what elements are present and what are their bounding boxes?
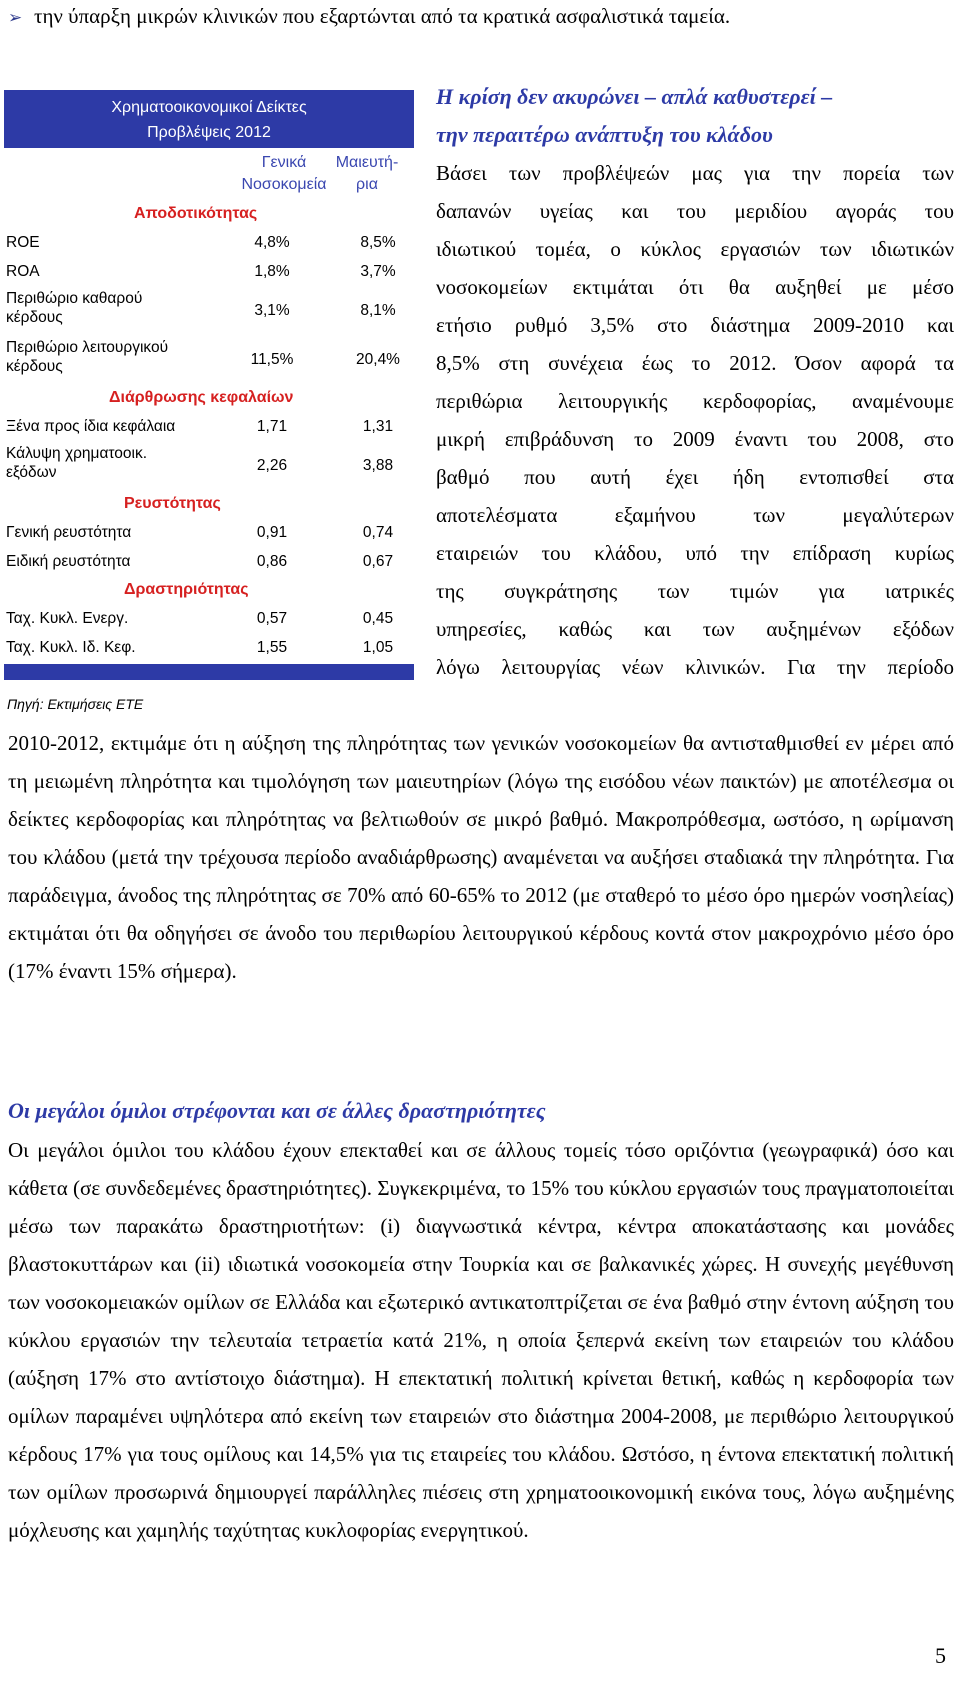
row-label [6,444,206,482]
table-row [4,604,414,633]
section-heading-groups: Οι μεγάλοι όμιλοι στρέφονται και σε άλλες δραστηριότητες [8,1098,546,1123]
row-label: ROA [6,263,40,280]
table-source: Πηγή: Εκτιμήσεις ΕΤΕ [7,696,144,712]
row-label: Ταχ. Κυκλ. Ιδ. Κεφ. [6,639,136,656]
row-label-line2: εξόδων [6,464,57,481]
table-title: Χρηματοοικονομικοί Δείκτες [111,99,307,116]
row-label [6,338,206,376]
body-line: ετήσιο ρυθμό 3,5% στο διάστημα 2009-2010 και [436,313,954,337]
section-heading-line1: Η κρίση δεν ακυρώνει – απλά καθυστερεί – [436,84,833,109]
body-line: ιδιωτικού τομέα, ο κύκλος εργασιών των ιδιωτικών [436,237,954,261]
body-line: δαπανών υγείας και του μεριδίου αγοράς του [436,199,954,223]
body-line: λόγω λειτουργίας νέων κλινικών. Για την περίοδο [436,655,954,679]
row-value-1: 3,1% [254,302,290,319]
row-value-2: 1,05 [362,639,394,656]
row-value-2: 0,67 [362,553,394,570]
section-heading-line2: την περαιτέρω ανάπτυξη του κλάδου [436,122,773,147]
table-subtitle: Προβλέψεις 2012 [147,124,271,141]
page-number: 5 [935,1643,946,1668]
table-row [4,547,414,576]
table-header [4,90,414,148]
row-label [6,289,206,327]
section-capital-structure: Διάρθρωσης κεφαλαίων [109,389,294,406]
section-liquidity: Ρευστότητας [124,495,221,512]
row-value-2: 1,31 [362,418,394,435]
row-label: ROE [6,234,40,251]
col1-line1: Γενικά [261,154,307,171]
row-label-line2: κέρδους [6,358,63,375]
row-value-1: 0,91 [256,524,288,541]
table-row [4,441,414,490]
row-label-line1: Κάλυψη χρηματοοικ. [6,445,148,462]
col1-line2: Νοσοκομεία [241,176,327,193]
row-label: Ειδική ρευστότητα [6,553,131,570]
body-line: αποτελέσματα εξαμήνου των μεγαλύτερων [436,503,954,527]
paragraph-groups: Οι μεγάλοι όμιλοι του κλάδου έχουν επεκταθεί και σε άλλους τομείς τόσο οριζόντια (γεωγραφικά) όσο και κάθετα (σε συνδεδεμένες δραστηριότητες). Συγκεκριμένα, το 15% του κύκλου εργασιών τους πραγματοποιείται μέσω των παρακάτω δραστηριοτήτων: (i) διαγνωστικά κέντρα, κέντρα αποκατάστασης και μονάδες βλαστοκυττάρων και (ii) ιδιωτικά νοσοκομεία στην Τουρκία και σε βαλκανικές χώρες. Η συνεχής μεγέθυνση των νοσοκομειακών ομίλων σε Ελλάδα και εξωτερικό αντικατοπτρίζεται σε ένα βαθμό στην έντονη αύξηση του κύκλου εργασιών την τελευταία τετραετία κατά 21%, η οποία ξεπερνά εκείνη των εταιρειών του κλάδου (αύξηση 17% στο αντίστοιχο διάστημα). Η επεκτατική πολιτική κρίνεται θετική, καθώς η κερδοφορία των ομίλων παραμένει υψηλότερα από εκείνη των εταιρειών στο διάστημα 2004-2008, με περιθώριο λειτουργικού κέρδους 17% για τους ομίλους και 14,5% για τις εταιρείες του κλάδου. Ωστόσο, η έντονα επεκτατική πολιτική των ομίλων προσωρινά δημιουργεί παράλληλες πιέσεις στη χρηματοοικονομική εικόνα τους, λόγω αυξημένης μόχλευσης και χαμηλής ταχύτητας κυκλοφορίας ενεργητικού. [8,1138,954,1542]
row-label: Ξένα προς ίδια κεφάλαια [6,418,176,435]
row-value-1: 2,26 [256,457,288,474]
col2-line2: ρια [356,176,378,193]
row-value-1: 1,55 [256,639,288,656]
col2-line1: Μαιευτή- [335,154,399,171]
table-row [4,257,414,286]
row-label-line2: κέρδους [6,309,63,326]
table-row [4,228,414,257]
body-line: 8,5% στη συνέχεια έως το 2012. Όσον αφορά τα [436,351,954,375]
row-label: Γενική ρευστότητα [6,524,132,541]
arrow-bullet-icon: ➢ [8,8,23,28]
table-row [4,335,414,384]
row-value-1: 1,71 [256,418,288,435]
body-line: εταιρειών του κλάδου, υπό την επίδραση κυρίως [436,541,954,565]
row-value-1: 4,8% [254,234,290,251]
table-row [4,412,414,441]
financial-indicators-table [4,90,414,712]
top-bullet-text: την ύπαρξη μικρών κλινικών που εξαρτώνται από τα κρατικά ασφαλιστικά ταμεία. [34,4,731,28]
table-row [4,633,414,662]
table-row [4,286,414,335]
row-value-2: 0,45 [362,610,394,627]
row-value-1: 0,86 [256,553,288,570]
body-line: υπηρεσίες, καθώς και των αυξημένων εξόδων [436,617,954,641]
row-value-2: 8,1% [360,302,396,319]
section-activity: Δραστηριότητας [124,581,249,598]
section-profitability: Αποδοτικότητας [134,205,258,222]
row-label: Ταχ. Κυκλ. Ενεργ. [6,610,129,627]
row-value-1: 0,57 [256,610,288,627]
body-line: νοσοκομείων εκτιμάται ότι θα αυξηθεί με μέσο [436,275,954,299]
col-maternity [327,152,407,196]
body-line: μικρή επιβράδυνση το 2009 έναντι του 2008, στο [436,427,954,451]
column-headers [4,148,414,200]
top-bullet [8,2,730,32]
body-line: περιθώρια λειτουργικής κερδοφορίας, αναμένουμε [436,389,954,413]
body-line: της συγκράτησης των τιμών για ιατρικές [436,579,954,603]
right-column [436,78,954,686]
row-label-line1: Περιθώριο καθαρού [6,290,143,307]
paragraph-outlook: 2010-2012, εκτιμάμε ότι η αύξηση της πληρότητας των γενικών νοσοκομείων θα αντισταθμισθεί εν μέρει από τη μειωμένη πληρότητα και τιμολόγηση των μαιευτηρίων (λόγω της εισόδου νέων παικτών) με αποτέλεσμα οι δείκτες κερδοφορίας και πληρότητας να βελτιωθούν σε μικρό βαθμό. Μακροπρόθεσμα, ωστόσο, η ωρίμανση του κλάδου (μετά την τρέχουσα περίοδο αναδιάρθρωσης) αναμένεται να αυξήσει σταδιακά την πληρότητα. Για παράδειγμα, άνοδος της πληρότητας σε 70% από 60-65% το 2012 (με σταθερό το μέσο όρο ημερών νοσηλείας) εκτιμάται ότι θα οδηγήσει σε άνοδο του περιθωρίου λειτουργικού κέρδους κοντά στον μακροχρόνιο μέσο όρο (17% έναντι 15% σήμερα). [8,731,954,983]
row-value-1: 11,5% [250,351,294,368]
row-label-line1: Περιθώριο λειτουργικού [6,339,169,356]
table-footer-bar [4,664,414,680]
row-value-1: 1,8% [254,263,290,280]
col-general-hospitals [234,152,334,196]
row-value-2: 3,7% [360,263,396,280]
body-line: βαθμό που αυτή έχει ήδη εντοπισθεί στα [436,465,954,489]
table-row [4,518,414,547]
row-value-2: 20,4% [356,351,400,368]
row-value-2: 0,74 [362,524,394,541]
row-value-2: 3,88 [362,457,394,474]
body-line: Βάσει των προβλέψεών μας για την πορεία των [436,161,954,185]
row-value-2: 8,5% [360,234,396,251]
